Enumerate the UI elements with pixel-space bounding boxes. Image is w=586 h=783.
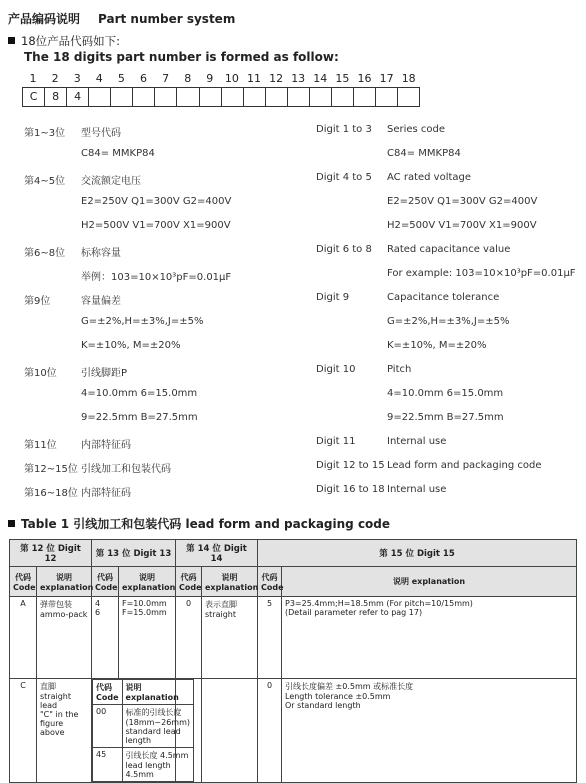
- explanation-header: 说明 explanation: [119, 567, 176, 597]
- digit-number: 2: [51, 72, 59, 85]
- d12-code: A: [10, 597, 37, 679]
- desc-c4: Rated capacitance value: [387, 244, 511, 255]
- desc-c3: Digit 12 to 15: [316, 460, 385, 471]
- digit-box: [398, 88, 419, 106]
- digit-number: 5: [117, 72, 125, 85]
- digit-box: C: [23, 88, 45, 106]
- digit-number: 6: [140, 72, 147, 85]
- explanation-header: 说明 explanation: [202, 567, 258, 597]
- desc-c4: G=±2%,H=±3%,J=±5%: [387, 316, 510, 327]
- digit-box: [222, 88, 244, 106]
- d14-expl: [202, 679, 258, 783]
- desc-c3: Digit 10: [316, 364, 356, 375]
- digit-number: 7: [162, 72, 170, 85]
- d13-expl: 标准的引线长度 (18mm~26mm) standard lead length: [122, 705, 193, 748]
- desc-c2: 引线加工和包装代码: [81, 464, 171, 475]
- desc-c4: AC rated voltage: [387, 172, 472, 183]
- desc-c1: 第1~3位: [24, 128, 66, 139]
- digit-box: [177, 88, 199, 106]
- title-cn: 产品编码说明: [8, 12, 81, 26]
- digit-number: 10: [224, 72, 239, 85]
- d15-expl: P3=25.4mm;H=18.5mm (For pitch=10/15mm) (Detail parameter refer to pag 17): [282, 597, 577, 679]
- desc-c4: C84= MMKP84: [387, 148, 461, 159]
- desc-c1: 第4~5位: [24, 176, 66, 187]
- table1-title: [8, 515, 390, 532]
- desc-c2: 9=22.5mm B=27.5mm: [81, 412, 198, 423]
- d13-code: 4 6: [92, 597, 119, 679]
- desc-c1: 第16~18位: [24, 488, 78, 499]
- desc-c4: Internal use: [387, 484, 447, 495]
- desc-c3: Digit 16 to 18: [316, 484, 385, 495]
- desc-c4: E2=250V Q1=300V G2=400V: [387, 196, 538, 207]
- desc-c4: H2=500V V1=700V X1=900V: [387, 220, 537, 231]
- d12-code: C: [10, 679, 37, 783]
- d15-expl: 引线长度偏差 ±0.5mm 或标准长度 Length tolerance ±0.5mm Or standard length: [282, 679, 577, 783]
- page-title: [8, 10, 235, 27]
- d14-code: 0: [176, 597, 202, 679]
- desc-c4: Pitch: [387, 364, 412, 375]
- digit-number: 15: [335, 72, 350, 85]
- desc-c2: 举例：103=10×10³pF=0.01μF: [81, 272, 232, 283]
- desc-c4: 9=22.5mm B=27.5mm: [387, 412, 504, 423]
- digit-number: 9: [206, 72, 214, 85]
- desc-c4: K=±10%, M=±20%: [387, 340, 487, 351]
- desc-c4: 4=10.0mm 6=15.0mm: [387, 388, 504, 399]
- desc-c2: 引线脚距P: [81, 368, 128, 379]
- desc-c2: 交流额定电压: [81, 176, 141, 187]
- desc-c2: 型号代码: [81, 128, 121, 139]
- bullet-icon: [8, 37, 15, 44]
- desc-c2: K=±10%, M=±20%: [81, 340, 181, 351]
- digit-number: 13: [291, 72, 306, 85]
- code-header: 代码 Code: [258, 567, 282, 597]
- digit-box: [332, 88, 354, 106]
- digit-number: 17: [379, 72, 394, 85]
- digit-number: 4: [95, 72, 103, 85]
- digit-number: 8: [184, 72, 192, 85]
- desc-c4: Internal use: [387, 436, 447, 447]
- digit-box: [200, 88, 222, 106]
- d13-subtable-cell: [92, 679, 190, 783]
- desc-c3: Digit 4 to 5: [316, 172, 372, 183]
- group-digit12: 第 12 位 Digit 12: [10, 540, 92, 567]
- digit-box: [376, 88, 398, 106]
- intro-en: The 18 digits part number is formed as follow:: [24, 50, 339, 64]
- desc-c2: H2=500V V1=700V X1=900V: [81, 220, 231, 231]
- digit-number: 12: [269, 72, 284, 85]
- d15-code: 0: [258, 679, 282, 783]
- desc-c2: 内部特征码: [81, 488, 131, 499]
- group-digit13: 第 13 位 Digit 13: [92, 540, 176, 567]
- d12-expl: 弹带包装 ammo-pack: [37, 597, 92, 679]
- desc-c1: 第11位: [24, 440, 57, 451]
- desc-c3: Digit 11: [316, 436, 356, 447]
- d13-code: 00: [93, 705, 123, 748]
- d15-code: 5: [258, 597, 282, 679]
- desc-c3: Digit 9: [316, 292, 350, 303]
- digit-box: [133, 88, 155, 106]
- desc-c4: Capacitance tolerance: [387, 292, 500, 303]
- desc-c1: 第10位: [24, 368, 57, 379]
- desc-c2: 内部特征码: [81, 440, 131, 451]
- digit-box: 4: [67, 88, 89, 106]
- code-header: 代码 Code: [93, 680, 123, 705]
- digit-box: [310, 88, 332, 106]
- digit-box: [288, 88, 310, 106]
- code-header: 代码 Code: [10, 567, 37, 597]
- title-en: Part number system: [98, 12, 236, 26]
- desc-c2: 容量偏差: [81, 296, 121, 307]
- explanation-header: 说明 explanation: [282, 567, 577, 597]
- d13-expl: 引线长度 4.5mm lead length 4.5mm: [122, 748, 193, 782]
- desc-c2: C84= MMKP84: [81, 148, 155, 159]
- code-header: 代码 Code: [92, 567, 119, 597]
- d13-expl: F=10.0mm F=15.0mm: [119, 597, 176, 679]
- code-header: 代码 Code: [176, 567, 202, 597]
- digit-box: 8: [45, 88, 67, 106]
- digit-number: 18: [401, 72, 416, 85]
- digit-box: [155, 88, 177, 106]
- digit-box: [266, 88, 288, 106]
- desc-c2: 4=10.0mm 6=15.0mm: [81, 388, 198, 399]
- d14-expl: 表示直脚 straight: [202, 597, 258, 679]
- digit-number: 1: [29, 72, 37, 85]
- group-digit14: 第 14 位 Digit 14: [176, 540, 258, 567]
- desc-c1: 第6~8位: [24, 248, 66, 259]
- desc-c4: Series code: [387, 124, 446, 135]
- digit-box: [111, 88, 133, 106]
- digit-number: 3: [73, 72, 81, 85]
- intro-cn-text: 18位产品代码如下:: [21, 34, 121, 48]
- desc-c3: Digit 1 to 3: [316, 124, 372, 135]
- table1-title-text: Table 1 引线加工和包装代码 lead form and packaging code: [21, 517, 391, 531]
- digit-boxes: [22, 87, 420, 107]
- explanation-header: 说明 explanation: [122, 680, 193, 705]
- desc-c3: Digit 6 to 8: [316, 244, 372, 255]
- digit-box: [244, 88, 266, 106]
- group-digit15: 第 15 位 Digit 15: [258, 540, 577, 567]
- desc-c2: 标称容量: [81, 248, 121, 259]
- desc-c4: For example: 103=10×10³pF=0.01μF: [387, 268, 576, 279]
- d13-code: 45: [93, 748, 123, 782]
- d12-expl: 直脚 straight lead "C" in the figure above: [37, 679, 92, 783]
- desc-c1: 第9位: [24, 296, 51, 307]
- digit-number: 16: [357, 72, 372, 85]
- desc-c2: G=±2%,H=±3%,J=±5%: [81, 316, 204, 327]
- lead-form-table: [9, 539, 577, 783]
- bullet-icon: [8, 520, 15, 527]
- digit-number: 11: [247, 72, 261, 85]
- desc-c1: 第12~15位: [24, 464, 78, 475]
- desc-c4: Lead form and packaging code: [387, 460, 542, 471]
- digit-box: [89, 88, 111, 106]
- intro-cn: [8, 33, 120, 49]
- explanation-header: 说明 explanation: [37, 567, 92, 597]
- digit-box: [354, 88, 376, 106]
- digit-number: 14: [313, 72, 328, 85]
- desc-c2: E2=250V Q1=300V G2=400V: [81, 196, 232, 207]
